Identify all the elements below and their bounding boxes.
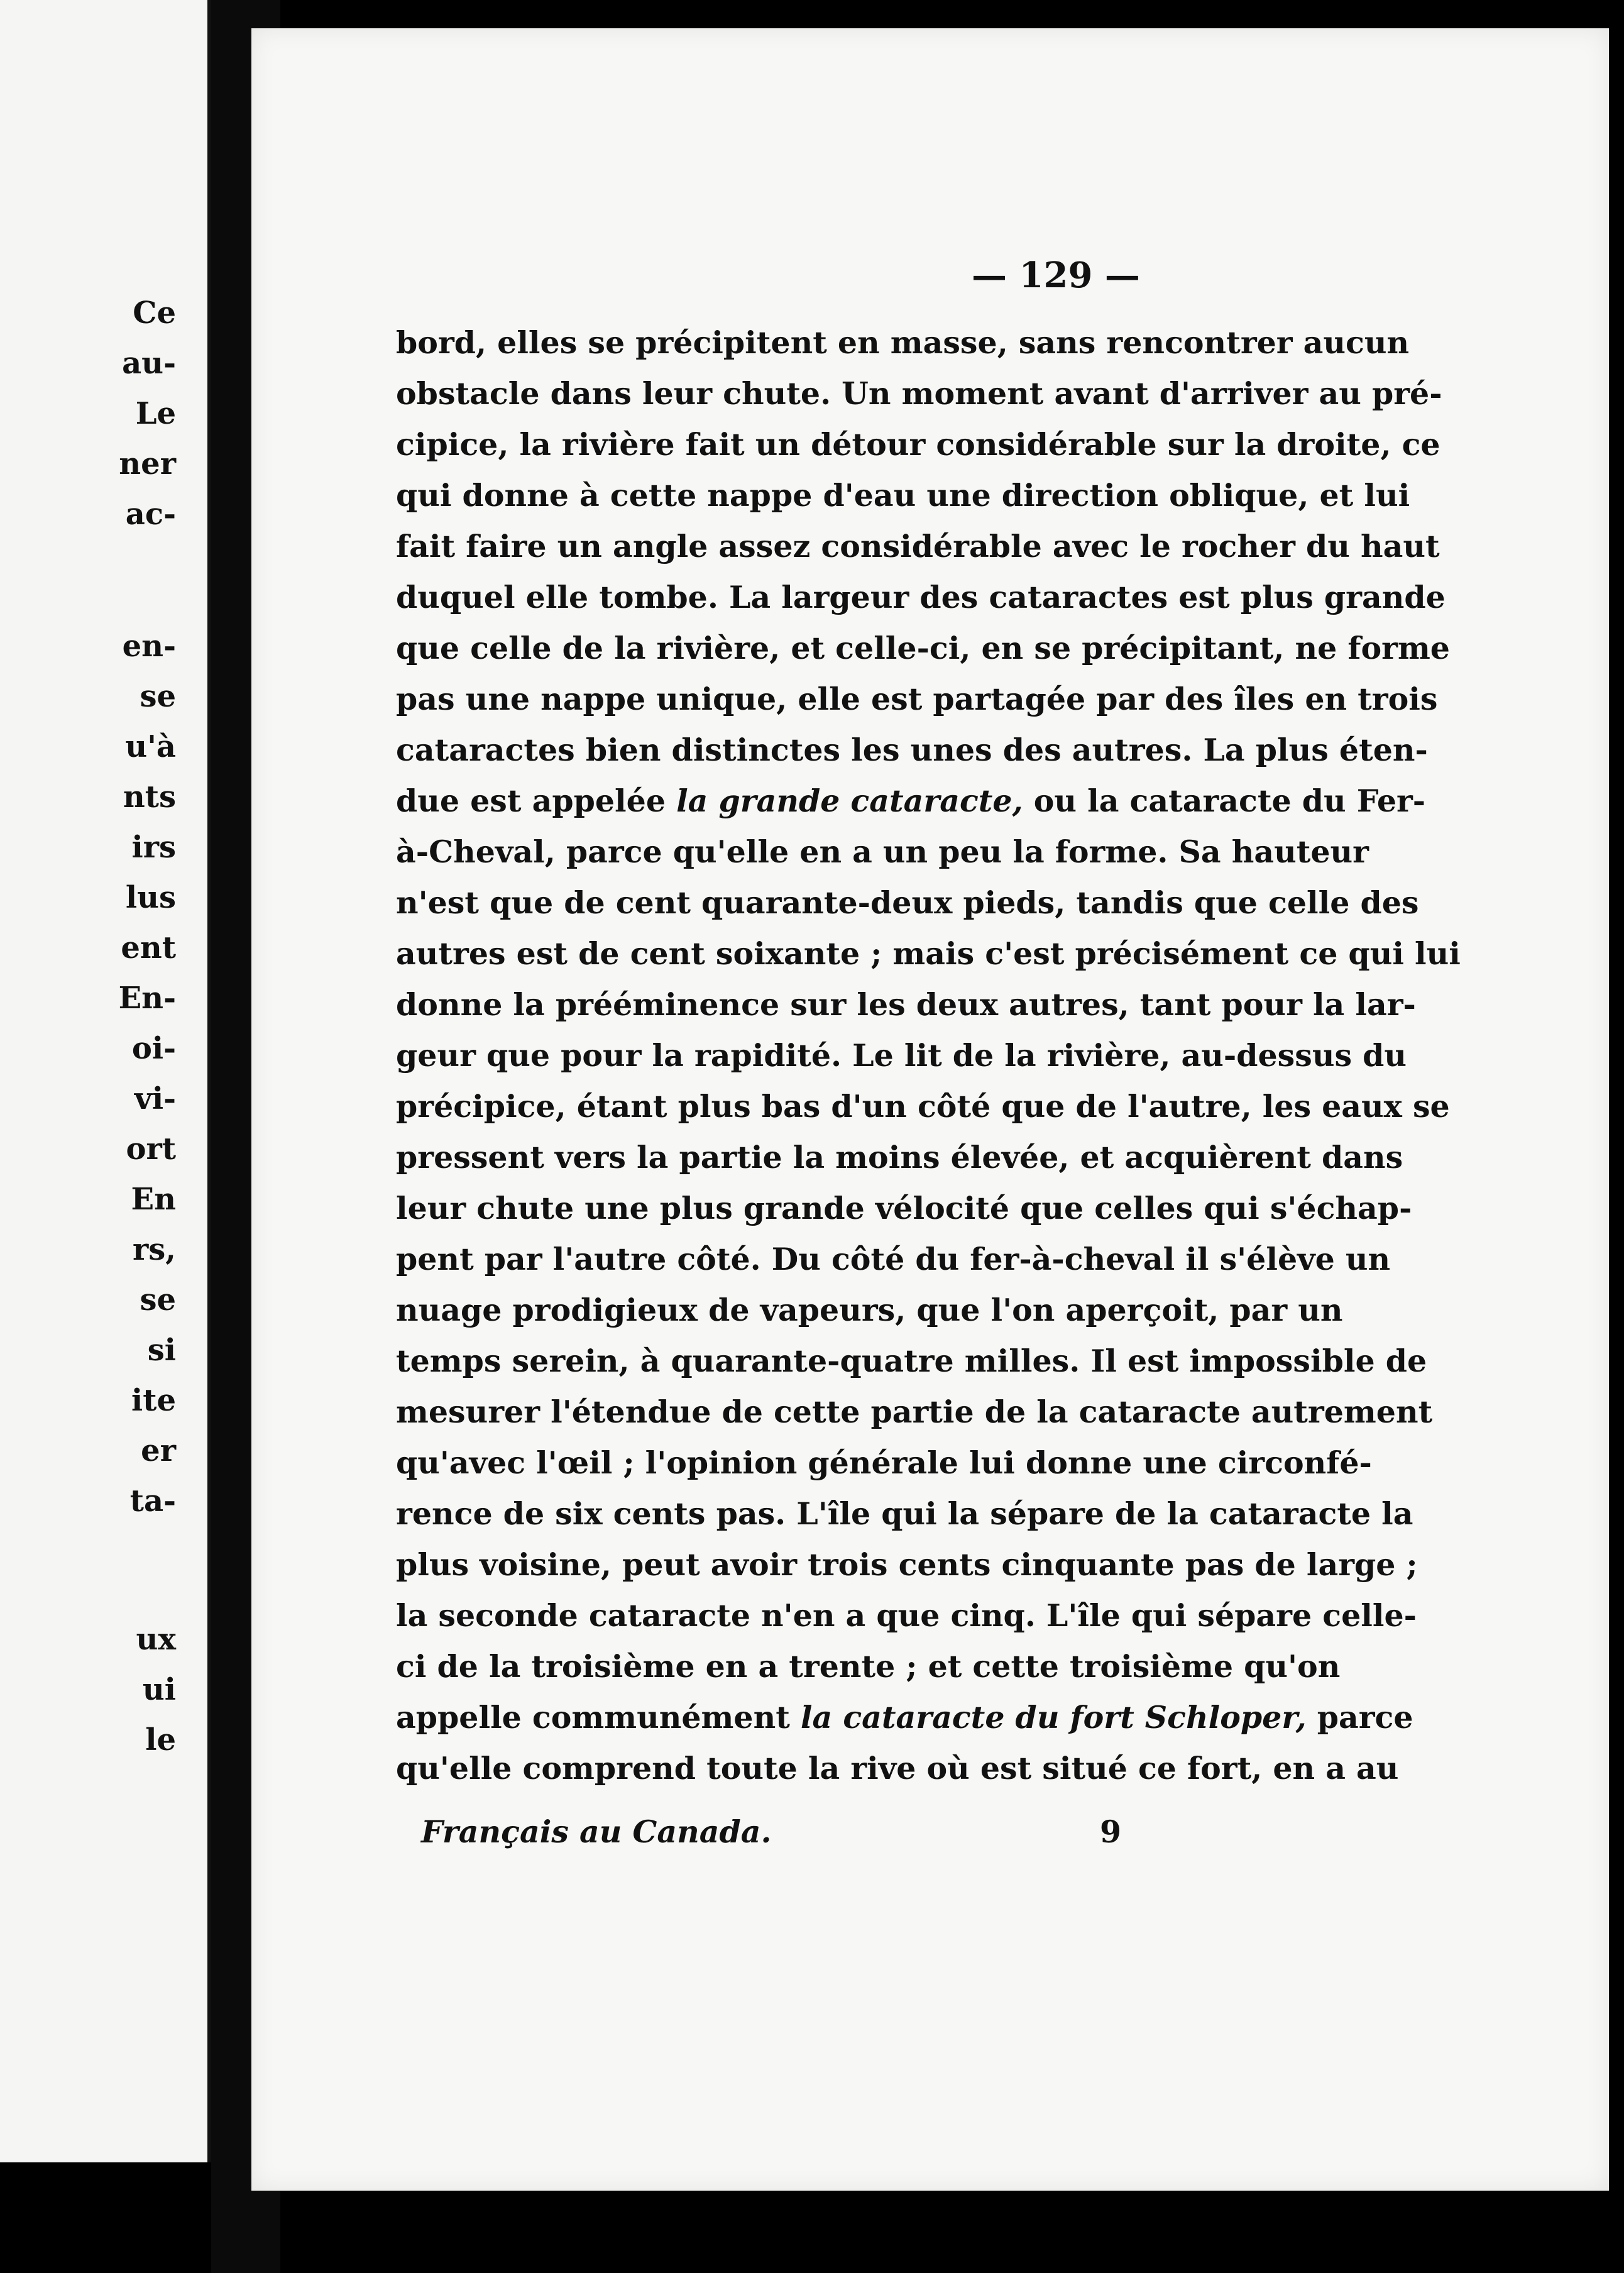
- text-line: cipice, la rivière fait un détour considérable sur la droite, ce: [396, 426, 1440, 463]
- text-line: plus voisine, peut avoir trois cents cinquante pas de large ;: [396, 1546, 1418, 1583]
- facing-page-fragment: vi-: [134, 1081, 176, 1116]
- facing-page-fragment: ac-: [125, 497, 176, 532]
- text-line: précipice, étant plus bas d'un côté que de l'autre, les eaux se: [396, 1088, 1450, 1125]
- book-page: [251, 28, 1609, 2191]
- text-line: la seconde cataracte n'en a que cinq. L'île qui sépare celle-: [396, 1597, 1417, 1634]
- text-line: leur chute une plus grande vélocité que celles qui s'échap-: [396, 1190, 1412, 1226]
- facing-page-fragment: ta-: [129, 1483, 176, 1519]
- facing-page-fragment: ui: [142, 1672, 176, 1707]
- facing-page-fragment: oi-: [131, 1031, 176, 1066]
- text-line: fait faire un angle assez considérable avec le rocher du haut: [396, 528, 1440, 564]
- facing-page: [0, 0, 211, 2162]
- facing-page-fragment: er: [141, 1433, 176, 1468]
- facing-page-fragment: En: [131, 1182, 176, 1217]
- text-line: qu'elle comprend toute la rive où est situé ce fort, en a au: [396, 1750, 1399, 1786]
- text-line: autres est de cent soixante ; mais c'est précisément ce qui lui: [396, 935, 1461, 972]
- facing-page-fragment: le: [145, 1722, 176, 1758]
- text-line: ci de la troisième en a trente ; et cette troisième qu'on: [396, 1648, 1341, 1685]
- facing-page-fragment: nts: [123, 779, 176, 815]
- italic-phrase: la grande cataracte,: [676, 783, 1023, 819]
- text-line: n'est que de cent quarante-deux pieds, tandis que celle des: [396, 884, 1419, 921]
- facing-page-fragment: si: [147, 1333, 176, 1368]
- text-line: appelle communément la cataracte du fort Schloper, parce: [396, 1699, 1413, 1736]
- text-line: à-Cheval, parce qu'elle en a un peu la forme. Sa hauteur: [396, 834, 1369, 870]
- page-number: — 129 —: [972, 255, 1140, 296]
- text-line: que celle de la rivière, et celle-ci, en se précipitant, ne forme: [396, 630, 1450, 666]
- text-line: pas une nappe unique, elle est partagée par des îles en trois: [396, 681, 1438, 717]
- facing-page-fragment: ux: [136, 1622, 176, 1657]
- facing-page-fragment: u'à: [125, 729, 176, 764]
- facing-page-fragment: rs,: [132, 1232, 176, 1267]
- facing-page-fragment: Ce: [133, 295, 176, 331]
- facing-page-fragment: au-: [122, 346, 176, 381]
- facing-page-fragment: En-: [118, 981, 176, 1016]
- text-line: pent par l'autre côté. Du côté du fer-à-cheval il s'élève un: [396, 1241, 1391, 1277]
- facing-page-fragment: ort: [126, 1131, 176, 1167]
- text-line: mesurer l'étendue de cette partie de la cataracte autrement: [396, 1394, 1433, 1430]
- facing-page-fragment: ite: [131, 1383, 176, 1418]
- facing-page-fragment: se: [140, 679, 176, 714]
- facing-page-fragment: Le: [135, 396, 176, 431]
- text-line: qui donne à cette nappe d'eau une direction oblique, et lui: [396, 477, 1410, 514]
- facing-page-fragment: se: [140, 1282, 176, 1318]
- facing-page-fragment: lus: [125, 880, 176, 915]
- facing-page-fragment: ent: [121, 930, 176, 966]
- text-line: duquel elle tombe. La largeur des cataractes est plus grande: [396, 579, 1446, 615]
- text-line: temps serein, à quarante-quatre milles. Il est impossible de: [396, 1343, 1427, 1379]
- signature-mark: 9: [1100, 1813, 1122, 1850]
- scan-edge: [1609, 0, 1624, 2273]
- body-text: [396, 317, 1461, 1794]
- text-line: nuage prodigieux de vapeurs, que l'on aperçoit, par un: [396, 1292, 1343, 1328]
- text-line: geur que pour la rapidité. Le lit de la rivière, au-dessus du: [396, 1037, 1407, 1074]
- text-line: obstacle dans leur chute. Un moment avant d'arriver au pré-: [396, 375, 1442, 412]
- facing-page-fragment: irs: [131, 830, 176, 865]
- text-line: bord, elles se précipitent en masse, sans rencontrer aucun: [396, 324, 1410, 361]
- text-line: rence de six cents pas. L'île qui la sépare de la cataracte la: [396, 1495, 1413, 1532]
- text-line: qu'avec l'œil ; l'opinion générale lui donne une circonfé-: [396, 1445, 1372, 1481]
- running-title: Français au Canada.: [421, 1813, 772, 1850]
- text-line: cataractes bien distinctes les unes des autres. La plus éten-: [396, 732, 1428, 768]
- italic-phrase: la cataracte du fort Schloper,: [800, 1699, 1307, 1736]
- text-line: donne la prééminence sur les deux autres, tant pour la lar-: [396, 986, 1416, 1023]
- facing-page-fragment: en-: [122, 629, 176, 664]
- text-line: pressent vers la partie la moins élevée, et acquièrent dans: [396, 1139, 1403, 1175]
- text-line: due est appelée la grande cataracte, ou la cataracte du Fer-: [396, 783, 1426, 819]
- facing-page-fragment: ner: [119, 446, 176, 482]
